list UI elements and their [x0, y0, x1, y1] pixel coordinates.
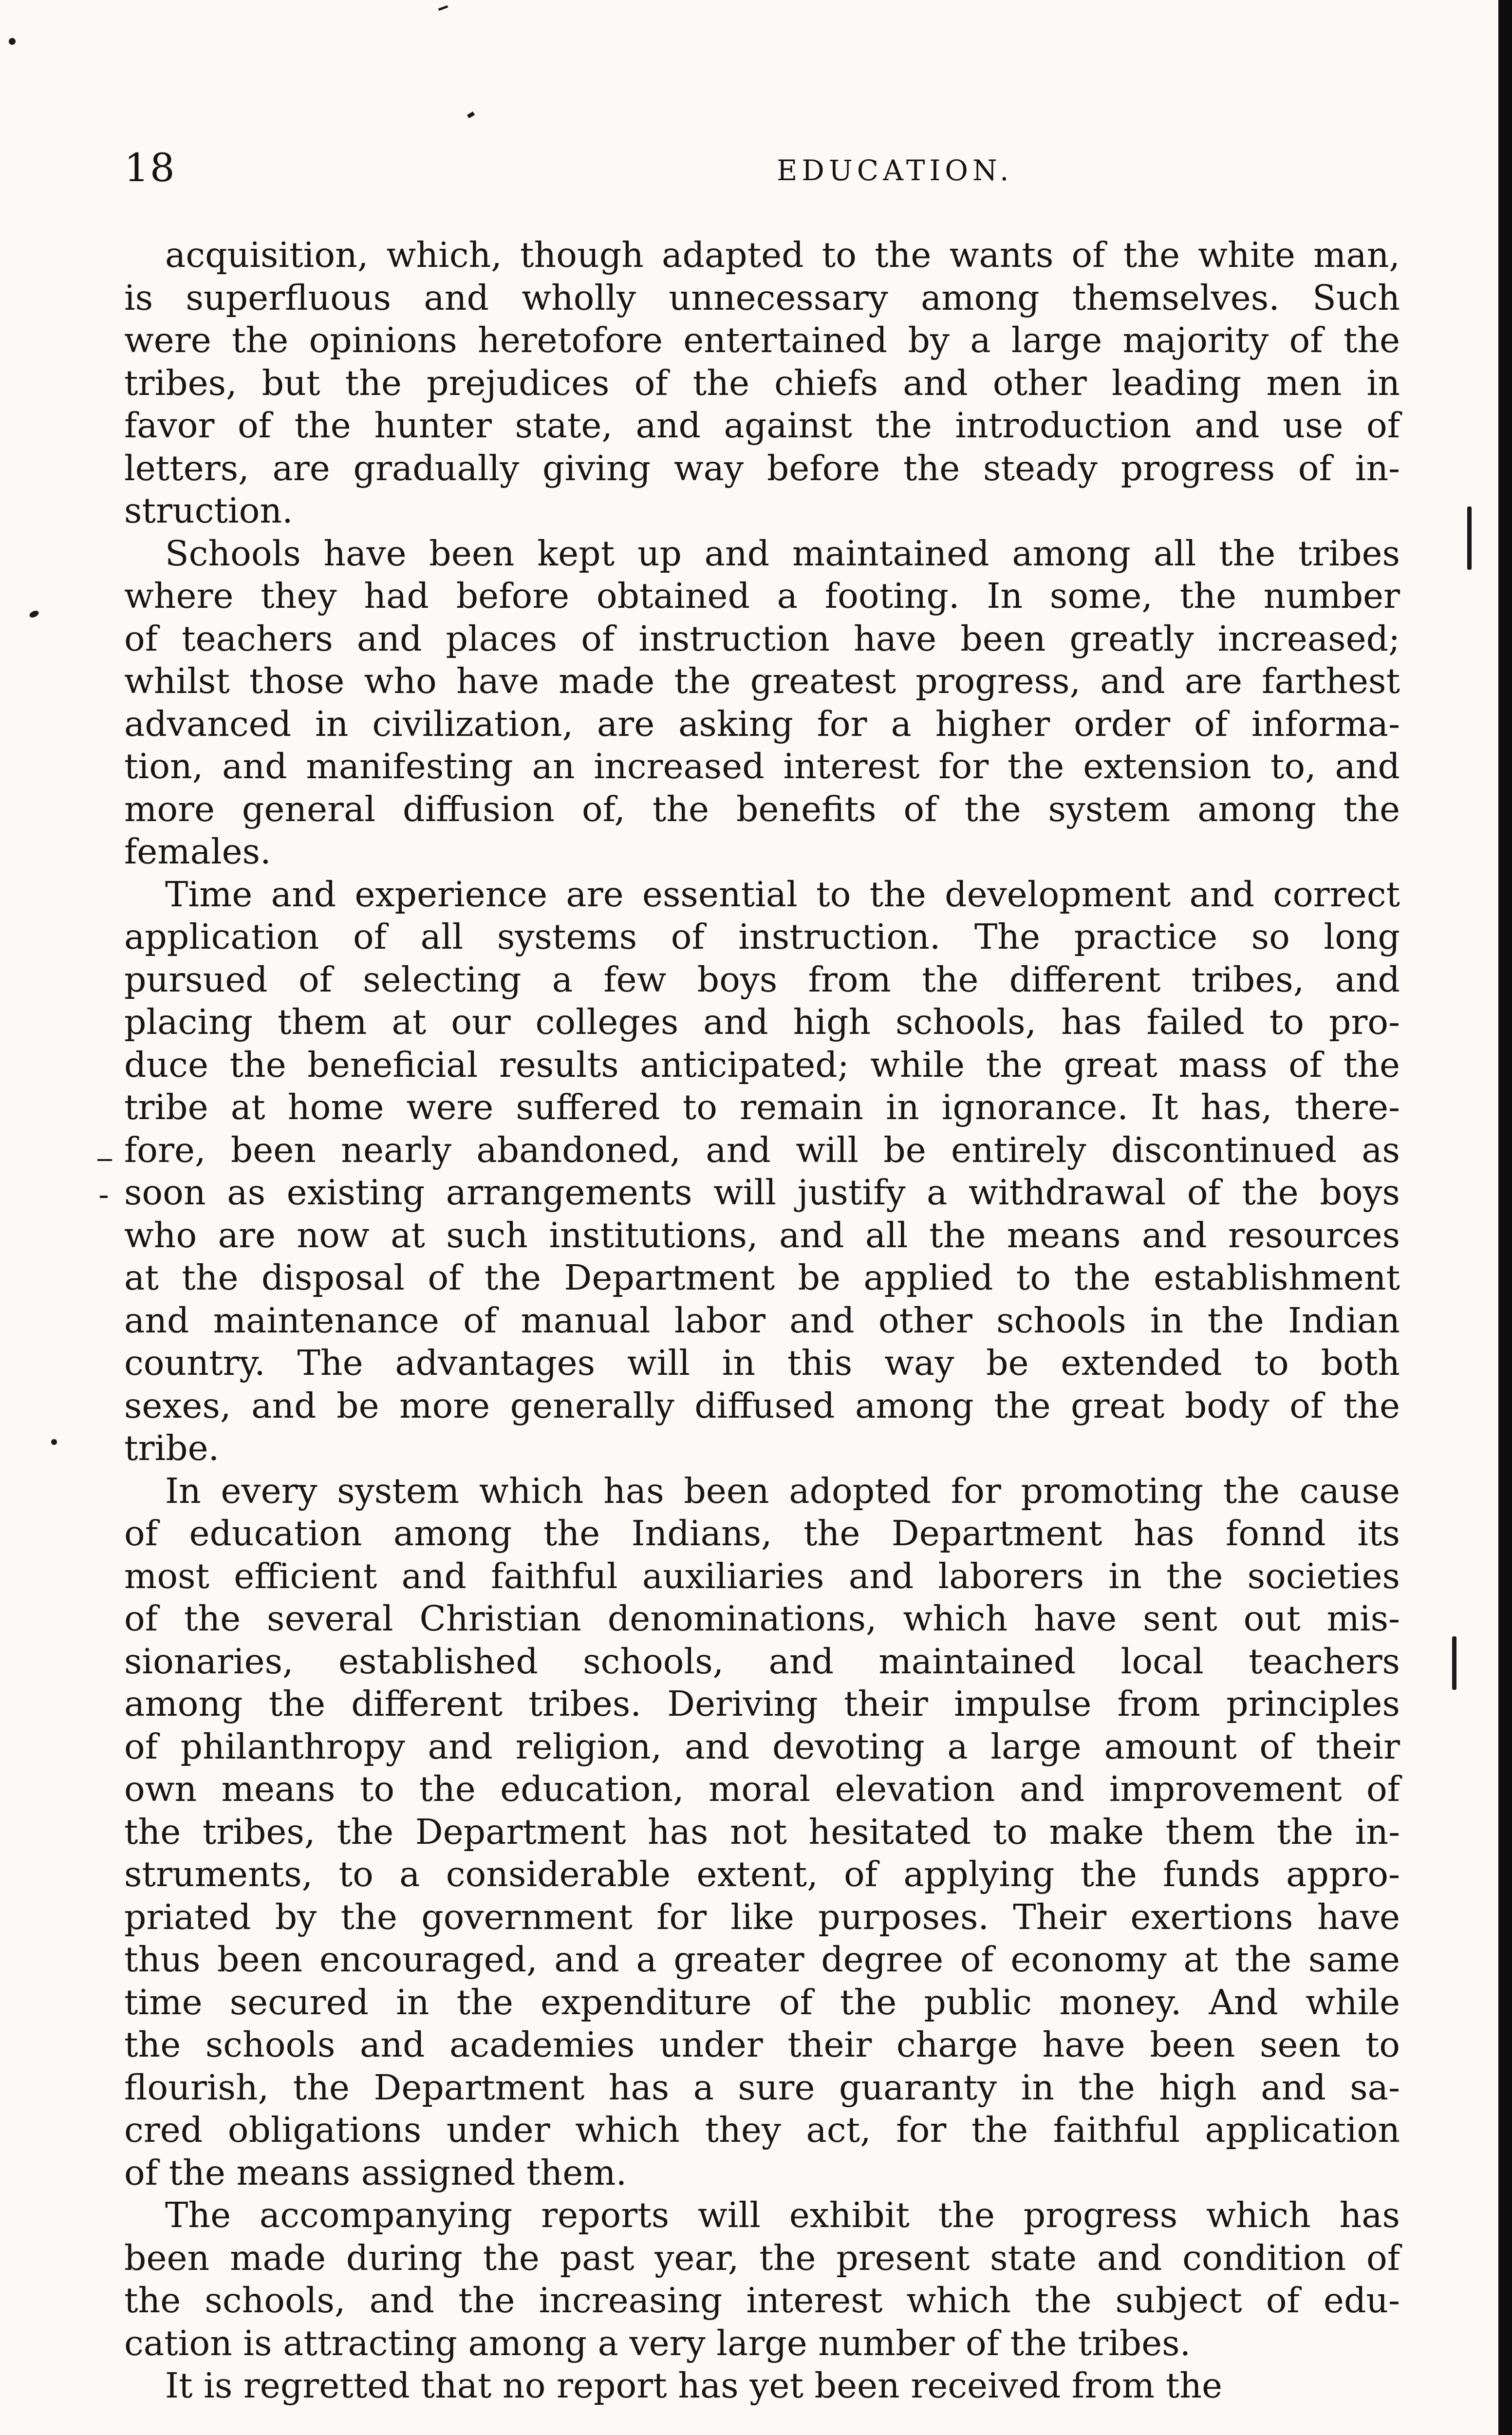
text-line: of teachers and places of instruction have been greatly increased; [124, 618, 1400, 659]
page-header [124, 141, 1400, 200]
text-line: at the disposal of the Department be applied to the establishment [124, 1257, 1400, 1298]
paragraph [124, 1470, 1400, 2194]
paragraph [124, 2364, 1400, 2407]
text-line: most efficient and faithful auxiliaries and laborers in the societies [124, 1555, 1400, 1596]
scan-speck [100, 1196, 108, 1198]
text-line: fore, been nearly abandoned, and will be entirely discontinued as [124, 1129, 1400, 1170]
text-line: cation is attracting among a very large number of the tribes. [124, 2323, 1191, 2363]
text-line: and maintenance of manual labor and other schools in the Indian [124, 1300, 1400, 1341]
text-line: sexes, and be more generally diffused among the great body of the [124, 1385, 1400, 1426]
text-line: where they had before obtained a footing. In some, the number [124, 576, 1400, 616]
text-line: tribes, but the prejudices of the chiefs and other leading men in [124, 362, 1400, 403]
text-line: application of all systems of instruction. The practice so long [124, 917, 1400, 957]
text-line: country. The advantages will in this way be extended to both [124, 1343, 1400, 1383]
text-line: been made during the past year, the present state and condition of [124, 2237, 1400, 2278]
text-line: tion, and manifesting an increased interest for the extension to, and [124, 746, 1400, 787]
text-line: placing them at our colleges and high schools, has failed to pro- [124, 1002, 1400, 1042]
scan-speck [51, 1439, 57, 1445]
text-line: who are now at such institutions, and all the means and resources [124, 1215, 1400, 1255]
text-line: tribe. [124, 1428, 220, 1468]
text-line: priated by the government for like purposes. Their exertions have [124, 1896, 1400, 1937]
page-number: 18 [124, 145, 176, 190]
text-line: is superfluous and wholly unnecessary among themselves. Such [124, 277, 1400, 318]
text-line: own means to the education, moral elevation and improvement of [124, 1769, 1400, 1809]
paragraph [124, 873, 1400, 1470]
text-line: struments, to a considerable extent, of applying the funds appro- [124, 1854, 1400, 1894]
text-line: It is regretted that no report has yet been received from the [165, 2365, 1223, 2406]
text-line: cred obligations under which they act, for the faithful application [124, 2110, 1400, 2150]
text-line: struction. [124, 490, 293, 531]
text-line: pursued of selecting a few boys from the different tribes, and [124, 959, 1400, 1000]
text-line: letters, are gradually giving way before the steady progress of in- [124, 448, 1400, 488]
paragraph [124, 234, 1400, 532]
text-line: the schools and academies under their charge have been seen to [124, 2024, 1400, 2065]
text-line: Schools have been kept up and maintained among all the tribes [165, 533, 1400, 574]
paragraph [124, 2194, 1400, 2364]
text-line: females. [124, 831, 271, 872]
running-title: EDUCATION. [777, 154, 1013, 187]
scan-speck [9, 38, 16, 45]
text-line: the schools, and the increasing interest which the subject of edu- [124, 2280, 1400, 2321]
text-line: among the different tribes. Deriving their impulse from principles [124, 1684, 1400, 1724]
scan-speck [438, 5, 448, 11]
text-line: sionaries, established schools, and maintained local teachers [124, 1641, 1400, 1682]
scan-speck [97, 1159, 112, 1161]
text-line: the tribes, the Department has not hesitated to make them the in- [124, 1811, 1400, 1852]
text-line: flourish, the Department has a sure guaranty in the high and sa- [124, 2067, 1400, 2108]
text-line: In every system which has been adopted for promoting the cause [165, 1470, 1400, 1511]
text-line: time secured in the expenditure of the public money. And while [124, 1982, 1400, 2023]
text-line: of the several Christian denominations, which have sent out mis- [124, 1598, 1400, 1639]
text-line: duce the beneficial results anticipated; while the great mass of the [124, 1044, 1400, 1085]
paragraph [124, 532, 1400, 873]
text-line: The accompanying reports will exhibit the progress which has [165, 2195, 1400, 2235]
text-line: acquisition, which, though adapted to the wants of the white man, [165, 235, 1400, 275]
margin-mark [1452, 1636, 1456, 1690]
text-line: advanced in civilization, are asking for a higher order of informa- [124, 703, 1400, 744]
body-text [124, 234, 1400, 2407]
text-line: soon as existing arrangements will justify a withdrawal of the boys [124, 1172, 1400, 1213]
text-line: tribe at home were suffered to remain in ignorance. It has, there- [124, 1087, 1400, 1127]
scan-speck [467, 112, 475, 118]
margin-mark [1467, 506, 1472, 570]
text-line: favor of the hunter state, and against the introduction and use of [124, 405, 1400, 446]
text-line: whilst those who have made the greatest progress, and are farthest [124, 661, 1400, 701]
text-line: more general diffusion of, the benefits of the system among the [124, 788, 1400, 829]
text-line: of philanthropy and religion, and devoting a large amount of their [124, 1726, 1400, 1767]
scan-speck [28, 609, 39, 618]
scan-border-right [1498, 0, 1512, 2435]
text-line: were the opinions heretofore entertained by a large majority of the [124, 320, 1400, 360]
text-line: Time and experience are essential to the development and correct [165, 874, 1400, 915]
text-line: of the means assigned them. [124, 2152, 627, 2193]
text-line: of education among the Indians, the Department has fonnd its [124, 1513, 1400, 1554]
text-line: thus been encouraged, and a greater degree of economy at the same [124, 1939, 1400, 1980]
